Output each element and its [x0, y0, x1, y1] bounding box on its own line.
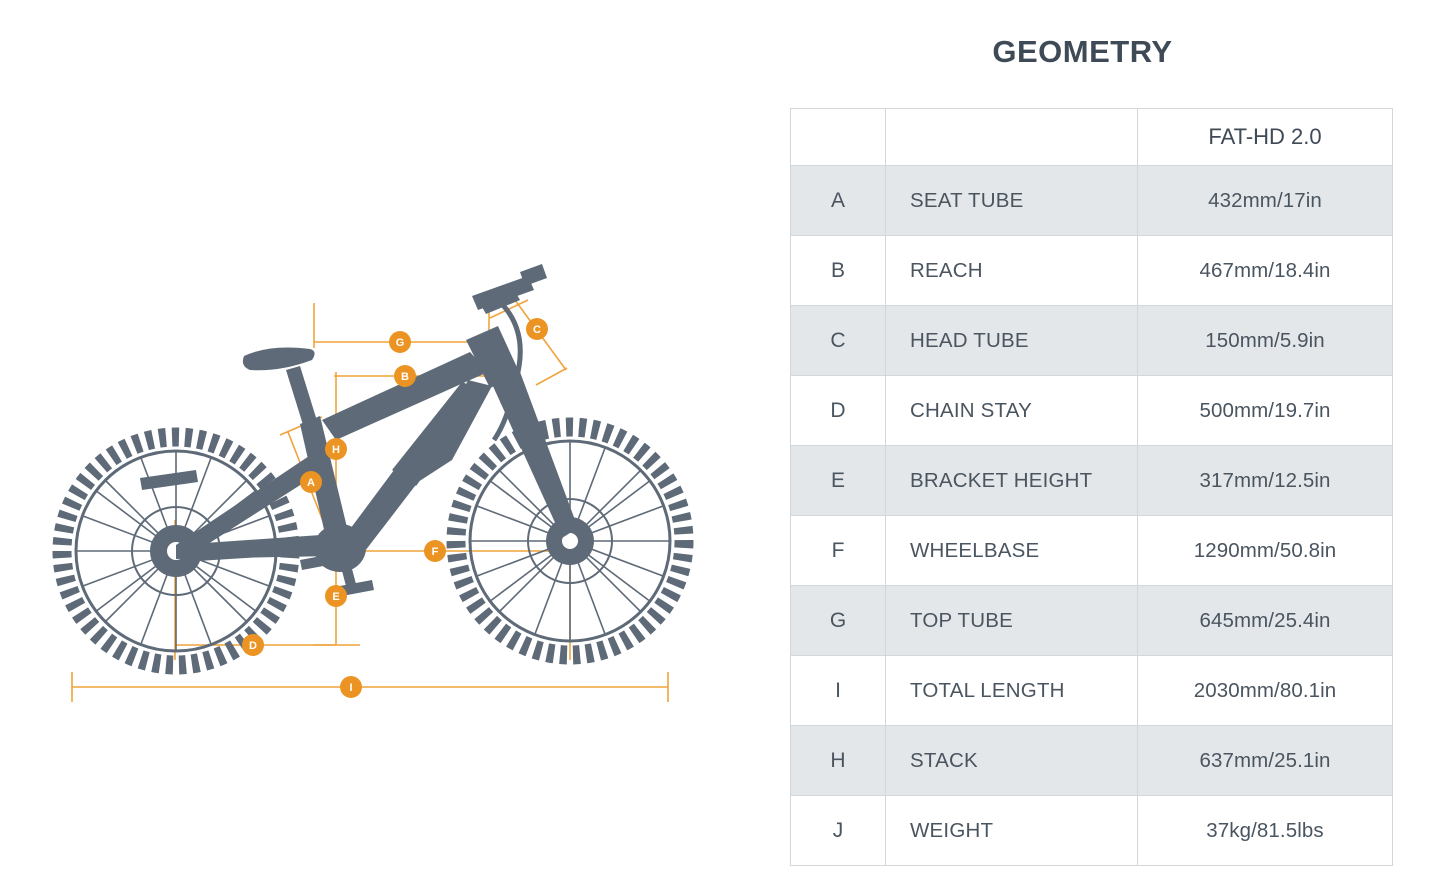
row-value: 2030mm/80.1in: [1138, 656, 1393, 726]
callout-H: [325, 438, 347, 460]
row-name: CHAIN STAY: [886, 376, 1138, 446]
svg-text:D: D: [249, 640, 257, 652]
svg-text:E: E: [332, 591, 340, 603]
bike-illustration: [62, 264, 684, 665]
row-value: 467mm/18.4in: [1138, 236, 1393, 306]
svg-text:A: A: [307, 477, 315, 489]
row-name: HEAD TUBE: [886, 306, 1138, 376]
row-value: 1290mm/50.8in: [1138, 516, 1393, 586]
svg-text:C: C: [533, 324, 541, 336]
row-value: 637mm/25.1in: [1138, 726, 1393, 796]
row-key: J: [791, 796, 886, 866]
table-row: [791, 586, 1393, 656]
row-key: I: [791, 656, 886, 726]
row-value: 317mm/12.5in: [1138, 446, 1393, 516]
callout-B: [394, 365, 416, 387]
row-value: 500mm/19.7in: [1138, 376, 1393, 446]
callout-F: [424, 540, 446, 562]
table-row: [791, 726, 1393, 796]
row-name: REACH: [886, 236, 1138, 306]
bike-frame: [140, 264, 578, 596]
geometry-table: [790, 108, 1393, 866]
table-header-row: [791, 109, 1393, 166]
row-name: TOTAL LENGTH: [886, 656, 1138, 726]
page-title: GEOMETRY: [992, 34, 1173, 69]
row-key: G: [791, 586, 886, 656]
row-key: E: [791, 446, 886, 516]
svg-text:G: G: [395, 337, 405, 349]
svg-text:B: B: [401, 371, 409, 383]
table-row: [791, 306, 1393, 376]
callout-C: [526, 318, 548, 340]
row-name: TOP TUBE: [886, 586, 1138, 656]
callout-A: [300, 471, 322, 493]
geometry-table-pane: [760, 0, 1445, 894]
table-row: [791, 376, 1393, 446]
callout-I: [340, 676, 362, 698]
row-key: B: [791, 236, 886, 306]
row-name: WEIGHT: [886, 796, 1138, 866]
table-row: [791, 446, 1393, 516]
row-value: 150mm/5.9in: [1138, 306, 1393, 376]
front-wheel: [456, 427, 684, 655]
table-row: [791, 236, 1393, 306]
table-row: [791, 796, 1393, 866]
callout-G: [389, 331, 411, 353]
row-value: 432mm/17in: [1138, 166, 1393, 236]
row-name: BRACKET HEIGHT: [886, 446, 1138, 516]
row-name: SEAT TUBE: [886, 166, 1138, 236]
table-row: [791, 166, 1393, 236]
header-model-cell: FAT-HD 2.0: [1138, 109, 1393, 166]
row-key: D: [791, 376, 886, 446]
row-key: A: [791, 166, 886, 236]
svg-text:I: I: [349, 682, 353, 694]
row-name: WHEELBASE: [886, 516, 1138, 586]
table-row: [791, 516, 1393, 586]
svg-text:H: H: [332, 444, 340, 456]
callout-E: [325, 585, 347, 607]
row-key: H: [791, 726, 886, 796]
table-row: [791, 656, 1393, 726]
row-key: C: [791, 306, 886, 376]
header-key-cell: [791, 109, 886, 166]
callout-D: [242, 634, 264, 656]
row-value: 37kg/81.5lbs: [1138, 796, 1393, 866]
svg-text:F: F: [431, 546, 439, 558]
row-value: 645mm/25.4in: [1138, 586, 1393, 656]
header-name-cell: [886, 109, 1138, 166]
row-key: F: [791, 516, 886, 586]
row-name: STACK: [886, 726, 1138, 796]
